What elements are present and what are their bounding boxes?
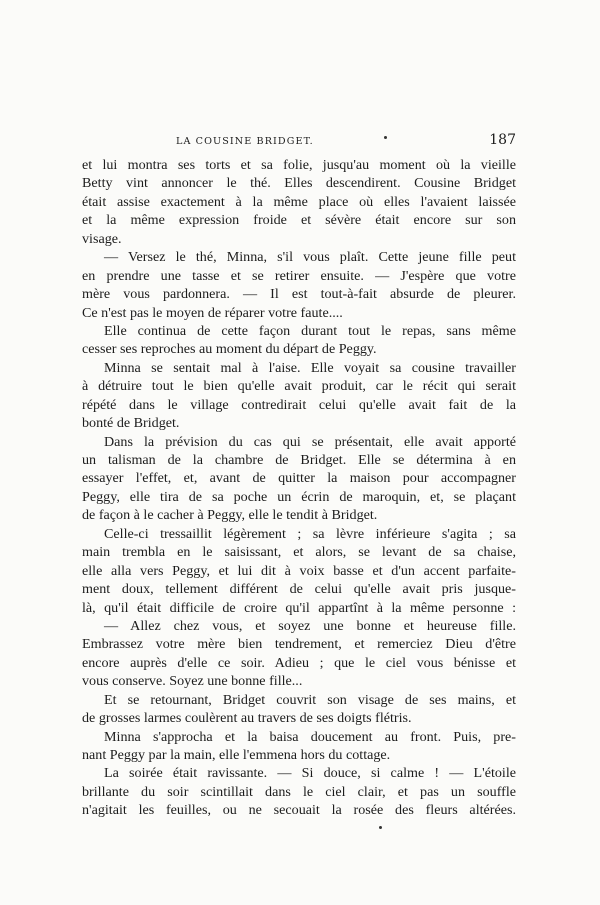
text-line: — Versez le thé, Minna, s'il vous plaît. Cette jeune fille peut bbox=[104, 249, 516, 266]
text-line: Embrassez votre mère bien tendrement, et remerciez Dieu d'être bbox=[82, 636, 516, 653]
page-number: 187 bbox=[489, 132, 516, 148]
text-line: et la même expression froide et sévère était encore sur son bbox=[82, 212, 516, 229]
text-line: un talisman de la chambre de Bridget. Elle se détermina à en bbox=[82, 452, 516, 468]
text-line: elle alla vers Peggy, et lui dit à voix basse et d'un accent parfaite- bbox=[82, 562, 516, 579]
text-line: à détruire tout le bien qu'elle avait produit, car le récit qui serait bbox=[82, 378, 516, 395]
text-line: brillante du soir scintillait dans le ciel clair, et pas un souffle bbox=[82, 783, 516, 800]
text-line: Peggy, elle tira de sa poche un écrin de maroquin, et, se plaçant bbox=[82, 488, 516, 505]
text-line: en prendre une tasse et se retirer ensuite. — J'espère que votre bbox=[82, 267, 516, 284]
text-line: — Allez chez vous, et soyez une bonne et heureuse fille. bbox=[104, 617, 516, 634]
text-line: essayer l'effet, et, avant de quitter la maison pour accompagner bbox=[82, 470, 516, 487]
text-line: Elle continua de cette façon durant tout le repas, sans même bbox=[104, 322, 516, 339]
text-line: La soirée était ravissante. — Si douce, si calme ! — L'étoile bbox=[104, 765, 516, 782]
text-line: là, qu'il était difficile de croire qu'il appartînt à la même personne : bbox=[82, 599, 516, 616]
text-line: ment doux, tellement différent de celui qu'elle avait pris jusque- bbox=[82, 581, 516, 598]
text-line: Ce n'est pas le moyen de réparer votre faute.... bbox=[82, 304, 343, 321]
text-line: et lui montra ses torts et sa folie, jusqu'au moment où la vieille bbox=[82, 157, 516, 173]
text-line: Minna se sentait mal à l'aise. Elle voyait sa cousine travailler bbox=[104, 359, 516, 376]
text-line: vous conserve. Soyez une bonne fille... bbox=[82, 673, 303, 690]
text-line: répété dans le village contredirait celui qu'elle avait fait de la bbox=[82, 396, 516, 413]
text-line: cesser ses reproches au moment du départ de Peggy. bbox=[82, 341, 377, 358]
text-line: n'agitait les feuilles, ou ne secouait la rosée des fleurs altérées. bbox=[82, 802, 516, 819]
text-line: Minna s'approcha et la baisa doucement au front. Puis, pre- bbox=[104, 728, 516, 745]
ink-speck bbox=[379, 826, 382, 829]
text-line: de grosses larmes coulèrent au travers de ses doigts flétris. bbox=[82, 710, 412, 727]
running-title: LA COUSINE BRIDGET. bbox=[176, 136, 314, 147]
text-line: bonté de Bridget. bbox=[82, 415, 180, 432]
text-line: nant Peggy par la main, elle l'emmena hors du cottage. bbox=[82, 747, 391, 763]
text-line: mère vous pardonnera. — Il est tout-à-fait absurde de pleurer. bbox=[82, 286, 516, 303]
page-header bbox=[82, 132, 516, 154]
text-line: Dans la prévision du cas qui se présentait, elle avait apporté bbox=[104, 433, 516, 450]
text-line: visage. bbox=[82, 230, 122, 247]
text-line: Et se retournant, Bridget couvrit son visage de ses mains, et bbox=[104, 691, 516, 708]
text-line: encore auprès d'elle ce soir. Adieu ; que le ciel vous bénisse et bbox=[82, 654, 516, 671]
text-line: main trembla en le saisissant, et alors, se levant de sa chaise, bbox=[82, 544, 516, 561]
text-line: de façon à le cacher à Peggy, elle le tendit à Bridget. bbox=[82, 507, 378, 524]
body-text bbox=[82, 156, 516, 820]
ink-speck bbox=[384, 136, 387, 139]
text-line: Celle-ci tressaillit légèrement ; sa lèvre inférieure s'agita ; sa bbox=[104, 525, 516, 542]
text-line: Betty vint annoncer le thé. Elles descendirent. Cousine Bridget bbox=[82, 175, 516, 192]
text-line: était assise exactement à la même place où elles l'avaient laissée bbox=[82, 193, 516, 210]
